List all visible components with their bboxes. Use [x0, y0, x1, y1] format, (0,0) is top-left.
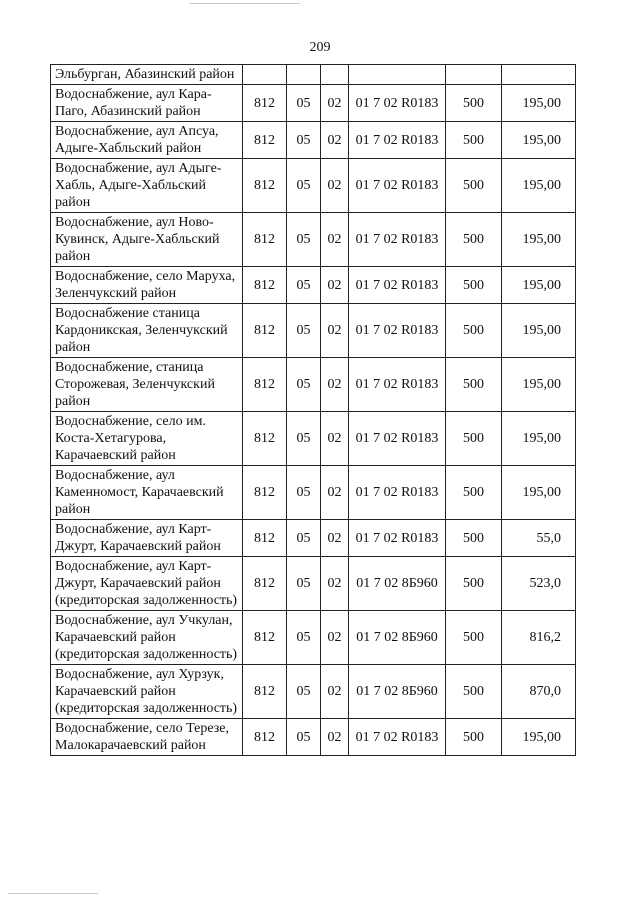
amount-cell: 195,00 [502, 267, 576, 304]
subsection-code-cell: 02 [321, 611, 349, 665]
table-row [51, 719, 576, 756]
amount-cell: 870,0 [502, 665, 576, 719]
expense-type-cell: 500 [446, 719, 502, 756]
row-name-cell: Водоснабжение, село Маруха, Зеленчукский район [51, 267, 243, 304]
amount-cell: 55,0 [502, 520, 576, 557]
subsection-code-cell: 02 [321, 213, 349, 267]
budget-table [50, 64, 576, 756]
amount-cell: 195,00 [502, 412, 576, 466]
table-row [51, 122, 576, 159]
target-code-cell: 01 7 02 R0183 [349, 304, 446, 358]
table-row [51, 466, 576, 520]
row-name-cell: Водоснабжение, аул Адыге-Хабль, Адыге-Хабльский район [51, 159, 243, 213]
target-code-cell: 01 7 02 8Б960 [349, 557, 446, 611]
table-row [51, 520, 576, 557]
amount-cell: 195,00 [502, 304, 576, 358]
target-code-cell: 01 7 02 8Б960 [349, 665, 446, 719]
amount-cell: 195,00 [502, 213, 576, 267]
subsection-code-cell: 02 [321, 267, 349, 304]
section-code-cell: 05 [287, 159, 321, 213]
row-name-cell: Водоснабжение, аул Учкулан, Карачаевский район (кредиторская задолженность) [51, 611, 243, 665]
ministry-code-cell [243, 65, 287, 85]
expense-type-cell: 500 [446, 557, 502, 611]
row-name-cell: Водоснабжение, аул Кара-Паго, Абазинский район [51, 85, 243, 122]
section-code-cell: 05 [287, 213, 321, 267]
target-code-cell: 01 7 02 R0183 [349, 719, 446, 756]
row-name-cell: Эльбурган, Абазинский район [51, 65, 243, 85]
subsection-code-cell: 02 [321, 358, 349, 412]
section-code-cell: 05 [287, 557, 321, 611]
ministry-code-cell: 812 [243, 213, 287, 267]
amount-cell: 195,00 [502, 466, 576, 520]
target-code-cell: 01 7 02 R0183 [349, 122, 446, 159]
ministry-code-cell: 812 [243, 267, 287, 304]
expense-type-cell: 500 [446, 412, 502, 466]
section-code-cell: 05 [287, 358, 321, 412]
section-code-cell [287, 65, 321, 85]
section-code-cell: 05 [287, 719, 321, 756]
row-name-cell: Водоснабжение, село Терезе, Малокарачаевский район [51, 719, 243, 756]
target-code-cell: 01 7 02 R0183 [349, 267, 446, 304]
ministry-code-cell: 812 [243, 159, 287, 213]
amount-cell: 195,00 [502, 358, 576, 412]
target-code-cell: 01 7 02 R0183 [349, 520, 446, 557]
ministry-code-cell: 812 [243, 358, 287, 412]
subsection-code-cell: 02 [321, 159, 349, 213]
scan-artifact-bottom [8, 893, 98, 894]
subsection-code-cell [321, 65, 349, 85]
subsection-code-cell: 02 [321, 719, 349, 756]
table-row [51, 159, 576, 213]
expense-type-cell [446, 65, 502, 85]
subsection-code-cell: 02 [321, 520, 349, 557]
table-row [51, 665, 576, 719]
amount-cell: 195,00 [502, 122, 576, 159]
target-code-cell: 01 7 02 8Б960 [349, 611, 446, 665]
ministry-code-cell: 812 [243, 466, 287, 520]
section-code-cell: 05 [287, 304, 321, 358]
table-row [51, 85, 576, 122]
section-code-cell: 05 [287, 520, 321, 557]
table-row [51, 358, 576, 412]
row-name-cell: Водоснабжение станица Кардоникская, Зеленчукский район [51, 304, 243, 358]
ministry-code-cell: 812 [243, 719, 287, 756]
subsection-code-cell: 02 [321, 122, 349, 159]
subsection-code-cell: 02 [321, 665, 349, 719]
expense-type-cell: 500 [446, 122, 502, 159]
subsection-code-cell: 02 [321, 557, 349, 611]
amount-cell: 195,00 [502, 85, 576, 122]
table-row [51, 65, 576, 85]
section-code-cell: 05 [287, 85, 321, 122]
row-name-cell: Водоснабжение, аул Апсуа, Адыге-Хабльский район [51, 122, 243, 159]
row-name-cell: Водоснабжение, аул Каменномост, Карачаевский район [51, 466, 243, 520]
target-code-cell: 01 7 02 R0183 [349, 159, 446, 213]
subsection-code-cell: 02 [321, 412, 349, 466]
section-code-cell: 05 [287, 267, 321, 304]
expense-type-cell: 500 [446, 665, 502, 719]
expense-type-cell: 500 [446, 466, 502, 520]
ministry-code-cell: 812 [243, 557, 287, 611]
target-code-cell: 01 7 02 R0183 [349, 213, 446, 267]
expense-type-cell: 500 [446, 267, 502, 304]
target-code-cell: 01 7 02 R0183 [349, 85, 446, 122]
target-code-cell: 01 7 02 R0183 [349, 412, 446, 466]
amount-cell: 195,00 [502, 719, 576, 756]
expense-type-cell: 500 [446, 520, 502, 557]
ministry-code-cell: 812 [243, 665, 287, 719]
subsection-code-cell: 02 [321, 304, 349, 358]
target-code-cell: 01 7 02 R0183 [349, 466, 446, 520]
expense-type-cell: 500 [446, 611, 502, 665]
subsection-code-cell: 02 [321, 466, 349, 520]
expense-type-cell: 500 [446, 213, 502, 267]
amount-cell: 195,00 [502, 159, 576, 213]
section-code-cell: 05 [287, 611, 321, 665]
table-row [51, 267, 576, 304]
section-code-cell: 05 [287, 122, 321, 159]
row-name-cell: Водоснабжение, село им. Коста-Хетагурова, Карачаевский район [51, 412, 243, 466]
table-body [51, 65, 576, 756]
table-row [51, 304, 576, 358]
section-code-cell: 05 [287, 466, 321, 520]
table-row [51, 412, 576, 466]
row-name-cell: Водоснабжение, аул Карт-Джурт, Карачаевский район (кредиторская задолженность) [51, 557, 243, 611]
ministry-code-cell: 812 [243, 520, 287, 557]
scan-artifact-top [190, 3, 300, 4]
table-row [51, 213, 576, 267]
ministry-code-cell: 812 [243, 304, 287, 358]
target-code-cell [349, 65, 446, 85]
expense-type-cell: 500 [446, 85, 502, 122]
ministry-code-cell: 812 [243, 122, 287, 159]
expense-type-cell: 500 [446, 159, 502, 213]
row-name-cell: Водоснабжение, станица Сторожевая, Зеленчукский район [51, 358, 243, 412]
row-name-cell: Водоснабжение, аул Ново-Кувинск, Адыге-Хабльский район [51, 213, 243, 267]
ministry-code-cell: 812 [243, 412, 287, 466]
ministry-code-cell: 812 [243, 85, 287, 122]
target-code-cell: 01 7 02 R0183 [349, 358, 446, 412]
page-number: 209 [309, 40, 331, 55]
amount-cell: 523,0 [502, 557, 576, 611]
expense-type-cell: 500 [446, 304, 502, 358]
amount-cell: 816,2 [502, 611, 576, 665]
row-name-cell: Водоснабжение, аул Карт-Джурт, Карачаевский район [51, 520, 243, 557]
section-code-cell: 05 [287, 412, 321, 466]
expense-type-cell: 500 [446, 358, 502, 412]
subsection-code-cell: 02 [321, 85, 349, 122]
section-code-cell: 05 [287, 665, 321, 719]
table-row [51, 611, 576, 665]
table-row [51, 557, 576, 611]
ministry-code-cell: 812 [243, 611, 287, 665]
row-name-cell: Водоснабжение, аул Хурзук, Карачаевский район (кредиторская задолженность) [51, 665, 243, 719]
amount-cell [502, 65, 576, 85]
